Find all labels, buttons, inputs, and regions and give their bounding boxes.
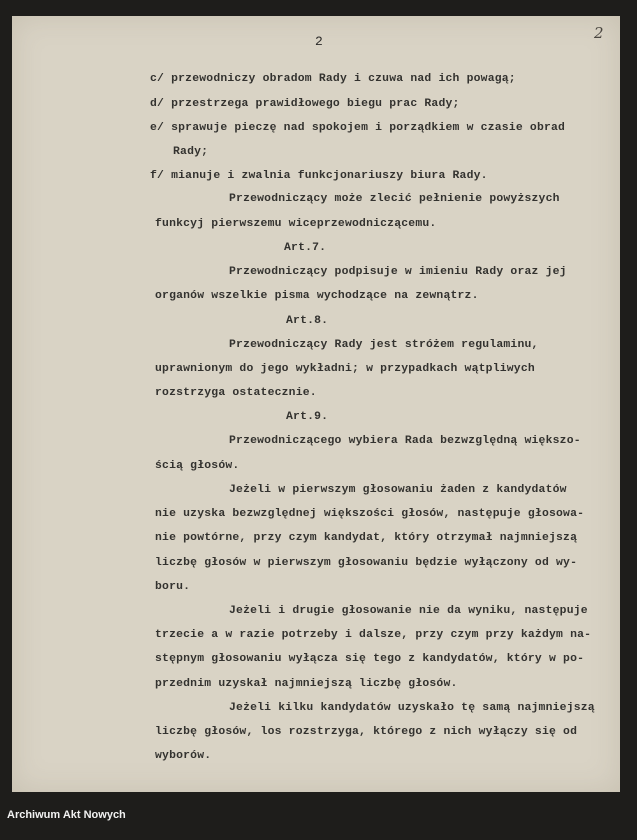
text-line: c/ przewodniczy obradom Rady i czuwa nad ich powagą; [150,73,516,85]
text-line: ścią głosów. [155,460,240,472]
text-line: uprawnionym do jego wykładni; w przypadkach wątpliwych [155,363,535,375]
text-line: trzecie a w razie potrzeby i dalsze, przy czym przy każdym na- [155,629,592,641]
text-line: e/ sprawuje pieczę nad spokojem i porządkiem w czasie obrad [150,122,566,134]
text-line: Przewodniczący może zlecić pełnienie powyższych [229,193,560,205]
text-line: nie uzyska bezwzględnej większości głosów, następuje głosowa- [155,508,585,520]
text-line: przednim uzyskał najmniejszą liczbę głosów. [155,678,458,690]
article-heading: Art.7. [284,242,327,254]
text-line: funkcyj pierwszemu wiceprzewodniczącemu. [155,218,437,230]
text-line: Jeżeli w pierwszym głosowaniu żaden z kandydatów [229,484,567,496]
text-line: Przewodniczący Rady jest stróżem regulaminu, [229,339,539,351]
text-line: rozstrzyga ostatecznie. [155,387,317,399]
text-line: Jeżeli kilku kandydatów uzyskało tę samą najmniejszą [229,702,595,714]
text-line: Jeżeli i drugie głosowanie nie da wyniku, następuje [229,605,588,617]
archive-footer-bar [0,792,637,840]
text-line: liczbę głosów w pierwszym głosowaniu będzie wyłączony od wy- [155,557,578,569]
article-heading: Art.8. [286,315,329,327]
text-line: Przewodniczący podpisuje w imieniu Rady oraz jej [229,266,567,278]
text-line: stępnym głosowaniu wyłącza się tego z kandydatów, który w po- [155,653,585,665]
document-page [12,16,620,792]
text-line: liczbę głosów, los rozstrzyga, którego z nich wyłączy się od [155,726,578,738]
article-heading: Art.9. [286,411,329,423]
text-line: Rady; [173,146,209,158]
archive-name: Archiwum Akt Nowych [7,809,126,821]
text-line: boru. [155,581,191,593]
text-line: organów wszelkie pisma wychodzące na zewnątrz. [155,290,479,302]
archive-page-mark: 2 [594,24,604,42]
text-line: wyborów. [155,750,212,762]
text-line: d/ przestrzega prawidłowego biegu prac Rady; [150,98,460,110]
text-line: Przewodniczącego wybiera Rada bezwzględną większo- [229,435,581,447]
text-line: nie powtórne, przy czym kandydat, który otrzymał najmniejszą [155,532,578,544]
page-number: 2 [315,34,323,49]
text-line: f/ mianuje i zwalnia funkcjonariuszy biura Rady. [150,170,488,182]
